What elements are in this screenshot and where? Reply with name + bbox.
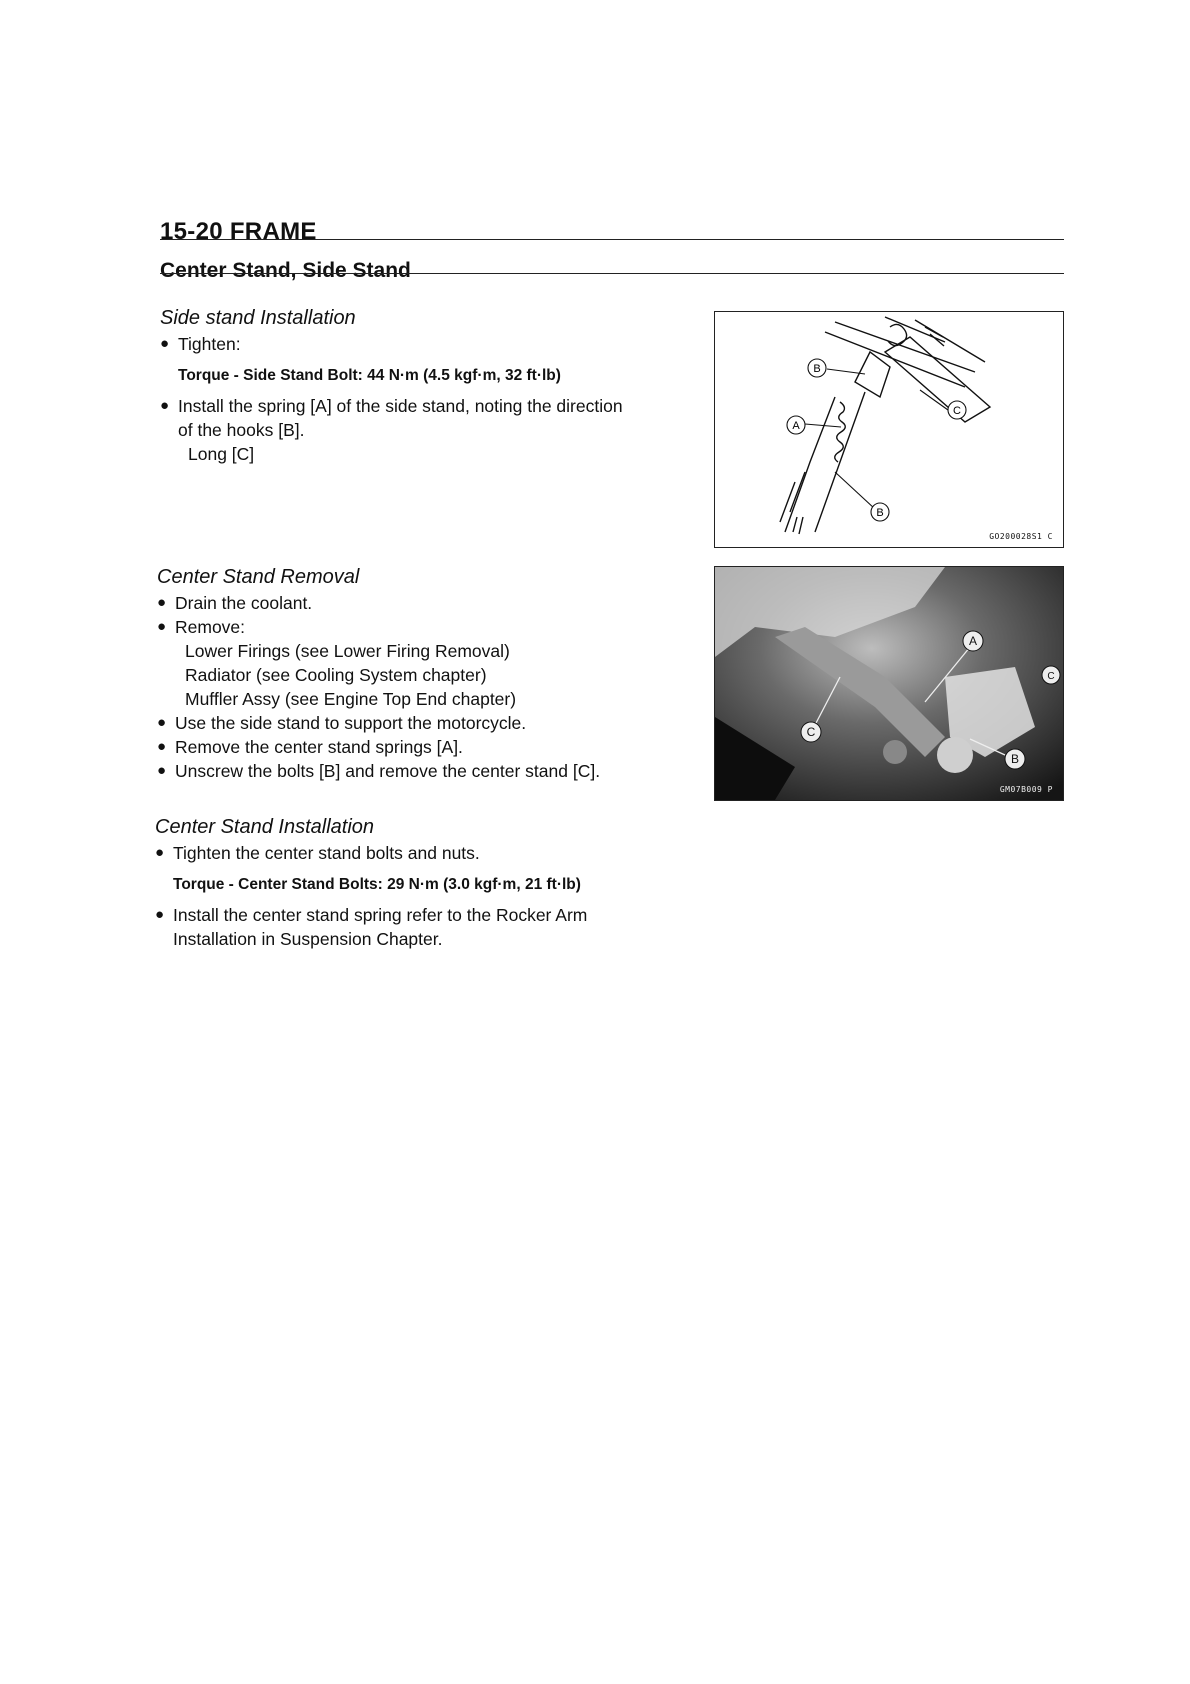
sub-item: Lower Firings (see Lower Firing Removal) <box>185 641 510 661</box>
center-stand-removal-heading: Center Stand Removal <box>157 566 360 588</box>
side-stand-figure <box>714 311 1064 548</box>
page-header <box>160 218 1064 246</box>
section-rule <box>160 273 1064 274</box>
figure-code: GM07B009 P <box>999 785 1053 794</box>
list-item: ● Tighten the center stand bolts and nuts. <box>155 843 480 863</box>
center-stand-installation <box>155 815 695 951</box>
side-stand-drawing <box>715 312 1063 547</box>
list-item: ● Install the spring [A] of the side stand, noting the direction <box>160 396 623 416</box>
bullet-icon: ● <box>155 844 165 861</box>
torque-spec: Torque - Side Stand Bolt: 44 N·m (4.5 kgf·m, 32 ft·lb) <box>178 367 561 384</box>
list-item: ● Remove the center stand springs [A]. <box>157 737 463 757</box>
callout-b: B <box>876 507 884 519</box>
center-stand-photo-art <box>715 567 1063 800</box>
callout-c: C <box>1047 671 1055 682</box>
callout-a: A <box>792 420 800 432</box>
bullet-icon: ● <box>157 762 167 779</box>
chapter-title: 15-20 FRAME <box>160 218 317 245</box>
list-item-continuation: Installation in Suspension Chapter. <box>173 929 443 949</box>
list-item-continuation: Long [C] <box>188 444 255 464</box>
side-stand-installation-heading: Side stand Installation <box>160 307 356 329</box>
header-rule <box>160 239 1064 240</box>
callout-b: B <box>813 363 821 375</box>
list-item: ● Use the side stand to support the motorcycle. <box>157 713 527 733</box>
figure-code: GO200028S1 C <box>989 532 1053 541</box>
list-item: ● Tighten: <box>160 334 241 354</box>
callout-c: C <box>953 405 961 417</box>
bullet-icon: ● <box>160 335 170 352</box>
list-item: ● Install the center stand spring refer to the Rocker Arm <box>155 905 588 925</box>
bullet-icon: ● <box>160 397 170 414</box>
bullet-icon: ● <box>157 594 167 611</box>
bullet-icon: ● <box>157 714 167 731</box>
list-item: ● Drain the coolant. <box>157 593 313 613</box>
bullet-icon: ● <box>157 618 167 635</box>
sub-item: Muffler Assy (see Engine Top End chapter) <box>185 689 517 709</box>
center-stand-installation-heading: Center Stand Installation <box>155 816 375 838</box>
callout-b: B <box>1010 752 1020 766</box>
callout-a: A <box>968 634 978 648</box>
bullet-icon: ● <box>155 906 165 923</box>
bullet-icon: ● <box>157 738 167 755</box>
list-item: ● Unscrew the bolts [B] and remove the center stand [C]. <box>157 761 601 781</box>
list-item-continuation: of the hooks [B]. <box>178 420 305 440</box>
callout-c: C <box>806 725 816 739</box>
center-stand-photo <box>714 566 1064 801</box>
sub-item: Radiator (see Cooling System chapter) <box>185 665 487 685</box>
section-title: Center Stand, Side Stand <box>160 259 411 282</box>
side-stand-installation <box>160 306 700 466</box>
torque-spec: Torque - Center Stand Bolts: 29 N·m (3.0 kgf·m, 21 ft·lb) <box>173 876 581 893</box>
list-item: ● Remove: <box>157 617 246 637</box>
center-stand-removal <box>157 565 697 783</box>
